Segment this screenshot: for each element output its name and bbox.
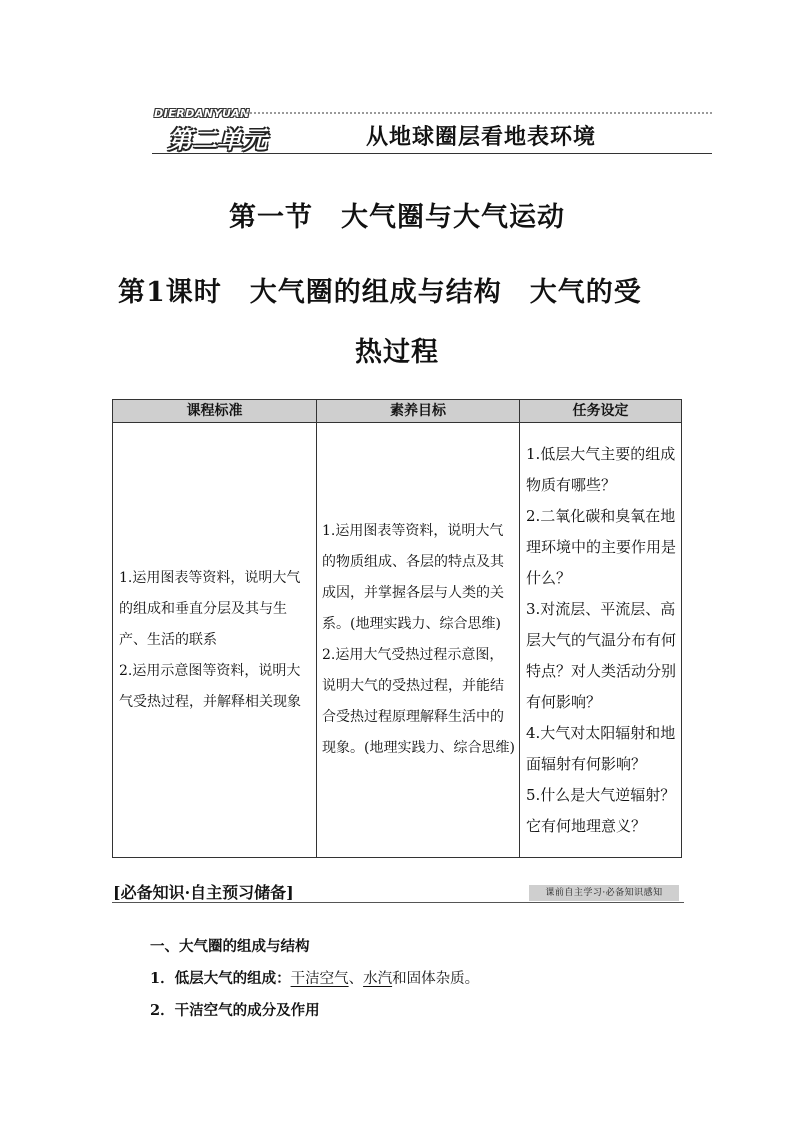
task-item: 4.大气对太阳辐射和地面辐射有何影响？ [526,723,676,773]
answer-blank: 水汽 [363,971,393,987]
section-title: 第一节 大气圈与大气运动 [229,202,565,233]
item-lower-atmosphere [150,967,479,988]
unit-pinyin: DIERDANYUAN [154,107,250,120]
unit-label: 第二单元 [168,126,268,154]
answer-blank: 干洁空气 [290,971,349,987]
task-item: 5.什么是大气逆辐射？它有何地理意义？ [526,785,676,835]
literacy-item: 2.运用大气受热过程示意图，说明大气的受热过程，并能结合受热过程原理解释生活中的现象。(地理实践力、综合思维) [322,647,515,756]
header-literacy: 素养目标 [390,403,446,419]
cell-literacy [317,423,519,857]
objectives-table [112,399,682,858]
header-curriculum: 课程标准 [186,403,243,419]
cell-tasks [520,423,681,857]
separator: 、 [348,971,364,987]
item-dry-air: 2．干洁空气的成分及作用 [150,1002,320,1019]
cell-curriculum [113,423,316,857]
header-rule [152,153,712,154]
task-item: 2.二氧化碳和臭氧在地理环境中的主要作用是什么？ [526,506,677,587]
literacy-item: 1.运用图表等资料，说明大气的物质组成、各层的特点及其成因，并掌握各层与人类的关系。(地理实践力、综合思维) [322,523,504,632]
curriculum-item: 2.运用示意图等资料，说明大气受热过程，并解释相关现象 [119,662,301,710]
unit-title: 从地球圈层看地表环境 [366,124,597,150]
heading-atmosphere-composition: 一、大气圈的组成与结构 [150,938,310,955]
header-tasks: 任务设定 [572,403,629,419]
header-dotted-rule [238,112,712,114]
lesson-title-line1: 第1课时 大气圈的组成与结构 大气的受 [118,277,642,308]
item-prefix: 1．低层大气的组成： [150,970,291,987]
task-item: 1.低层大气主要的组成物质有哪些？ [526,444,676,494]
curriculum-item: 1.运用图表等资料，说明大气的组成和垂直分层及其与生产、生活的联系 [119,569,301,648]
section-rule [112,902,684,903]
task-item: 3.对流层、平流层、高层大气的气温分布有何特点？对人类活动分别有何影响？ [526,599,677,711]
table-header-row [113,400,681,423]
section-badge: 课前自主学习·必备知识感知 [529,885,679,901]
item-suffix: 和固体杂质。 [392,971,480,987]
lesson-title-line2: 热过程 [355,337,439,368]
knowledge-section-title: [必备知识·自主预习储备] [113,883,294,902]
